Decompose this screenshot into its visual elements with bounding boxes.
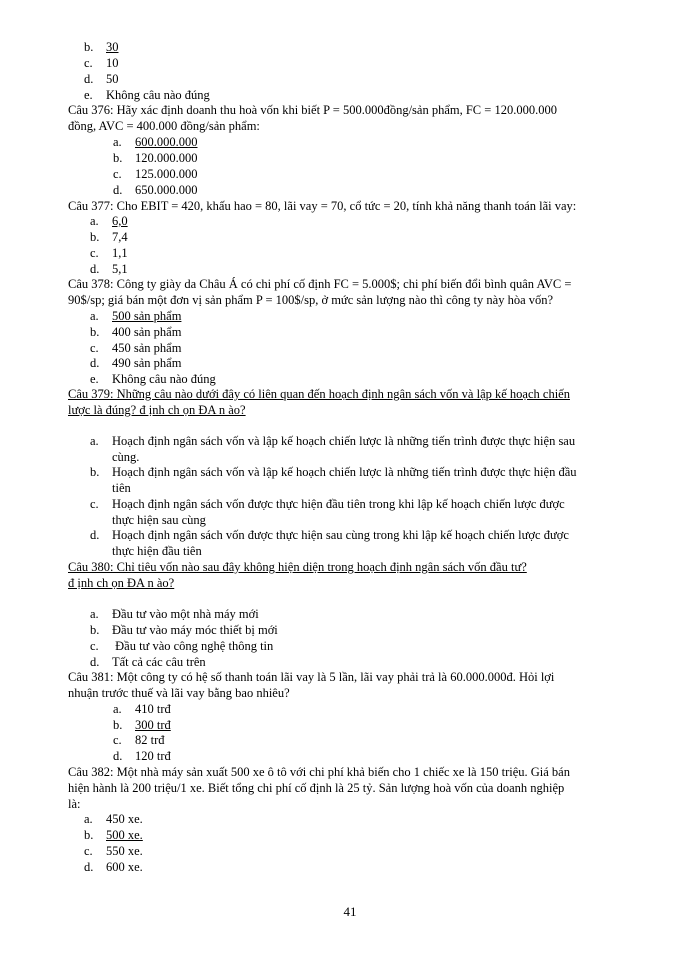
- option-b-cont: tiên: [112, 481, 131, 495]
- option-d-cont: thực hiện đầu tiên: [112, 544, 202, 558]
- option-a: a. 410 trđ: [113, 702, 171, 716]
- correct-answer: 300 trđ: [135, 718, 171, 732]
- option-d: d. Tất cả các câu trên: [90, 655, 206, 669]
- option-a: a. 600.000.000: [113, 135, 198, 149]
- option-b: b. 400 sản phẩm: [90, 325, 182, 339]
- question-377: Câu 377: Cho EBIT = 420, khấu hao = 80, lãi vay = 70, cổ tức = 20, tính khả năng thanh toán lãi vay:: [68, 199, 577, 213]
- question-380-cont: đ ịnh ch ọn ĐA n ào?: [68, 576, 175, 590]
- question-379: Câu 379: Những câu nào dưới đây có liên quan đến hoạch định ngân sách vốn và lập kế hoạch chiến: [68, 387, 570, 401]
- question-379-cont: lược là đúng? đ ịnh ch ọn ĐA n ào?: [68, 403, 246, 417]
- option-a: a. Hoạch định ngân sách vốn và lập kế hoạch chiến lược là những tiến trình được thực hiện sau: [90, 434, 576, 448]
- question-382-cont2: là:: [68, 797, 81, 811]
- question-381-cont: nhuận trước thuế và lãi vay bằng bao nhiêu?: [68, 686, 290, 700]
- option-d: d. 490 sản phẩm: [90, 356, 182, 370]
- option-c: c. Hoạch định ngân sách vốn được thực hiện đầu tiên trong khi lập kế hoạch chiến lược được: [90, 497, 565, 511]
- question-382-cont: hiện hành là 200 triệu/1 xe. Biết tổng chi phí cố định là 25 tỷ. Sản lượng hoà vốn của doanh nghiệp: [68, 781, 565, 795]
- option-c: c. Đầu tư vào công nghệ thông tin: [90, 639, 274, 653]
- option-a-cont: cùng.: [112, 450, 140, 464]
- option-b: b. 30: [84, 40, 119, 54]
- option-d: d. 600 xe.: [84, 860, 143, 874]
- option-c: c. 10: [84, 56, 119, 70]
- correct-answer: 500 sản phẩm: [112, 309, 182, 323]
- question-378: Câu 378: Công ty giày da Châu Á có chi phí cố định FC = 5.000$; chi phí biến đổi bình quân AVC =: [68, 277, 572, 291]
- option-a: a. 450 xe.: [84, 812, 143, 826]
- option-c: c. 550 xe.: [84, 844, 143, 858]
- option-d: d. Hoạch định ngân sách vốn được thực hiện sau cùng trong khi lập kế hoạch chiến lược được: [90, 528, 569, 542]
- question-376: Câu 376: Hãy xác định doanh thu hoà vốn khi biết P = 500.000đồng/sản phẩm, FC = 120.000.000: [68, 103, 557, 117]
- option-c-cont: thực hiện sau cùng: [112, 513, 206, 527]
- option-e: e. Không câu nào đúng: [90, 372, 216, 386]
- question-382: Câu 382: Một nhà máy sản xuất 500 xe ô tô với chi phí khả biến cho 1 chiếc xe là 150 triệu. Giá bán: [68, 765, 570, 779]
- option-e: e. Không câu nào đúng: [84, 88, 210, 102]
- option-c: c. 125.000.000: [113, 167, 198, 181]
- correct-answer: 30: [106, 40, 119, 54]
- option-d: d. 120 trđ: [113, 749, 171, 763]
- question-378-cont: 90$/sp; giá bán một đơn vị sản phẩm P = 100$/sp, ở mức sản lượng nào thì công ty này hòa vốn?: [68, 293, 554, 307]
- option-d: d. 50: [84, 72, 119, 86]
- correct-answer: 500 xe.: [106, 828, 143, 842]
- page-number: 41: [343, 904, 357, 919]
- option-c: c. 1,1: [90, 246, 128, 260]
- question-380: Câu 380: Chỉ tiêu vốn nào sau đây không hiện diện trong hoạch định ngân sách vốn đầu tư?: [68, 560, 527, 574]
- option-b: b. 500 xe.: [84, 828, 143, 842]
- option-a: a. 500 sản phẩm: [90, 309, 182, 323]
- option-d: d. 5,1: [90, 262, 128, 276]
- option-a: a. Đầu tư vào một nhà máy mới: [90, 607, 259, 621]
- correct-answer: 600.000.000: [135, 135, 198, 149]
- correct-answer: 6,0: [112, 214, 128, 228]
- option-c: c. 450 sản phẩm: [90, 341, 182, 355]
- option-b: b. Đầu tư vào máy móc thiết bị mới: [90, 623, 278, 637]
- option-b: b. 120.000.000: [113, 151, 198, 165]
- option-c: c. 82 trđ: [113, 733, 165, 747]
- option-d: d. 650.000.000: [113, 183, 198, 197]
- option-b: b. 300 trđ: [113, 718, 171, 732]
- option-b: b. 7,4: [90, 230, 128, 244]
- question-376-cont: đồng, AVC = 400.000 đồng/sản phẩm:: [68, 119, 260, 133]
- option-a: a. 6,0: [90, 214, 128, 228]
- question-381: Câu 381: Một công ty có hệ số thanh toán lãi vay là 5 lần, lãi vay phải trả là 60.000.000đ. Hỏi lợi: [68, 670, 555, 684]
- option-b: b. Hoạch định ngân sách vốn và lập kế hoạch chiến lược là những tiến trình được thực hiện đầu: [90, 465, 577, 479]
